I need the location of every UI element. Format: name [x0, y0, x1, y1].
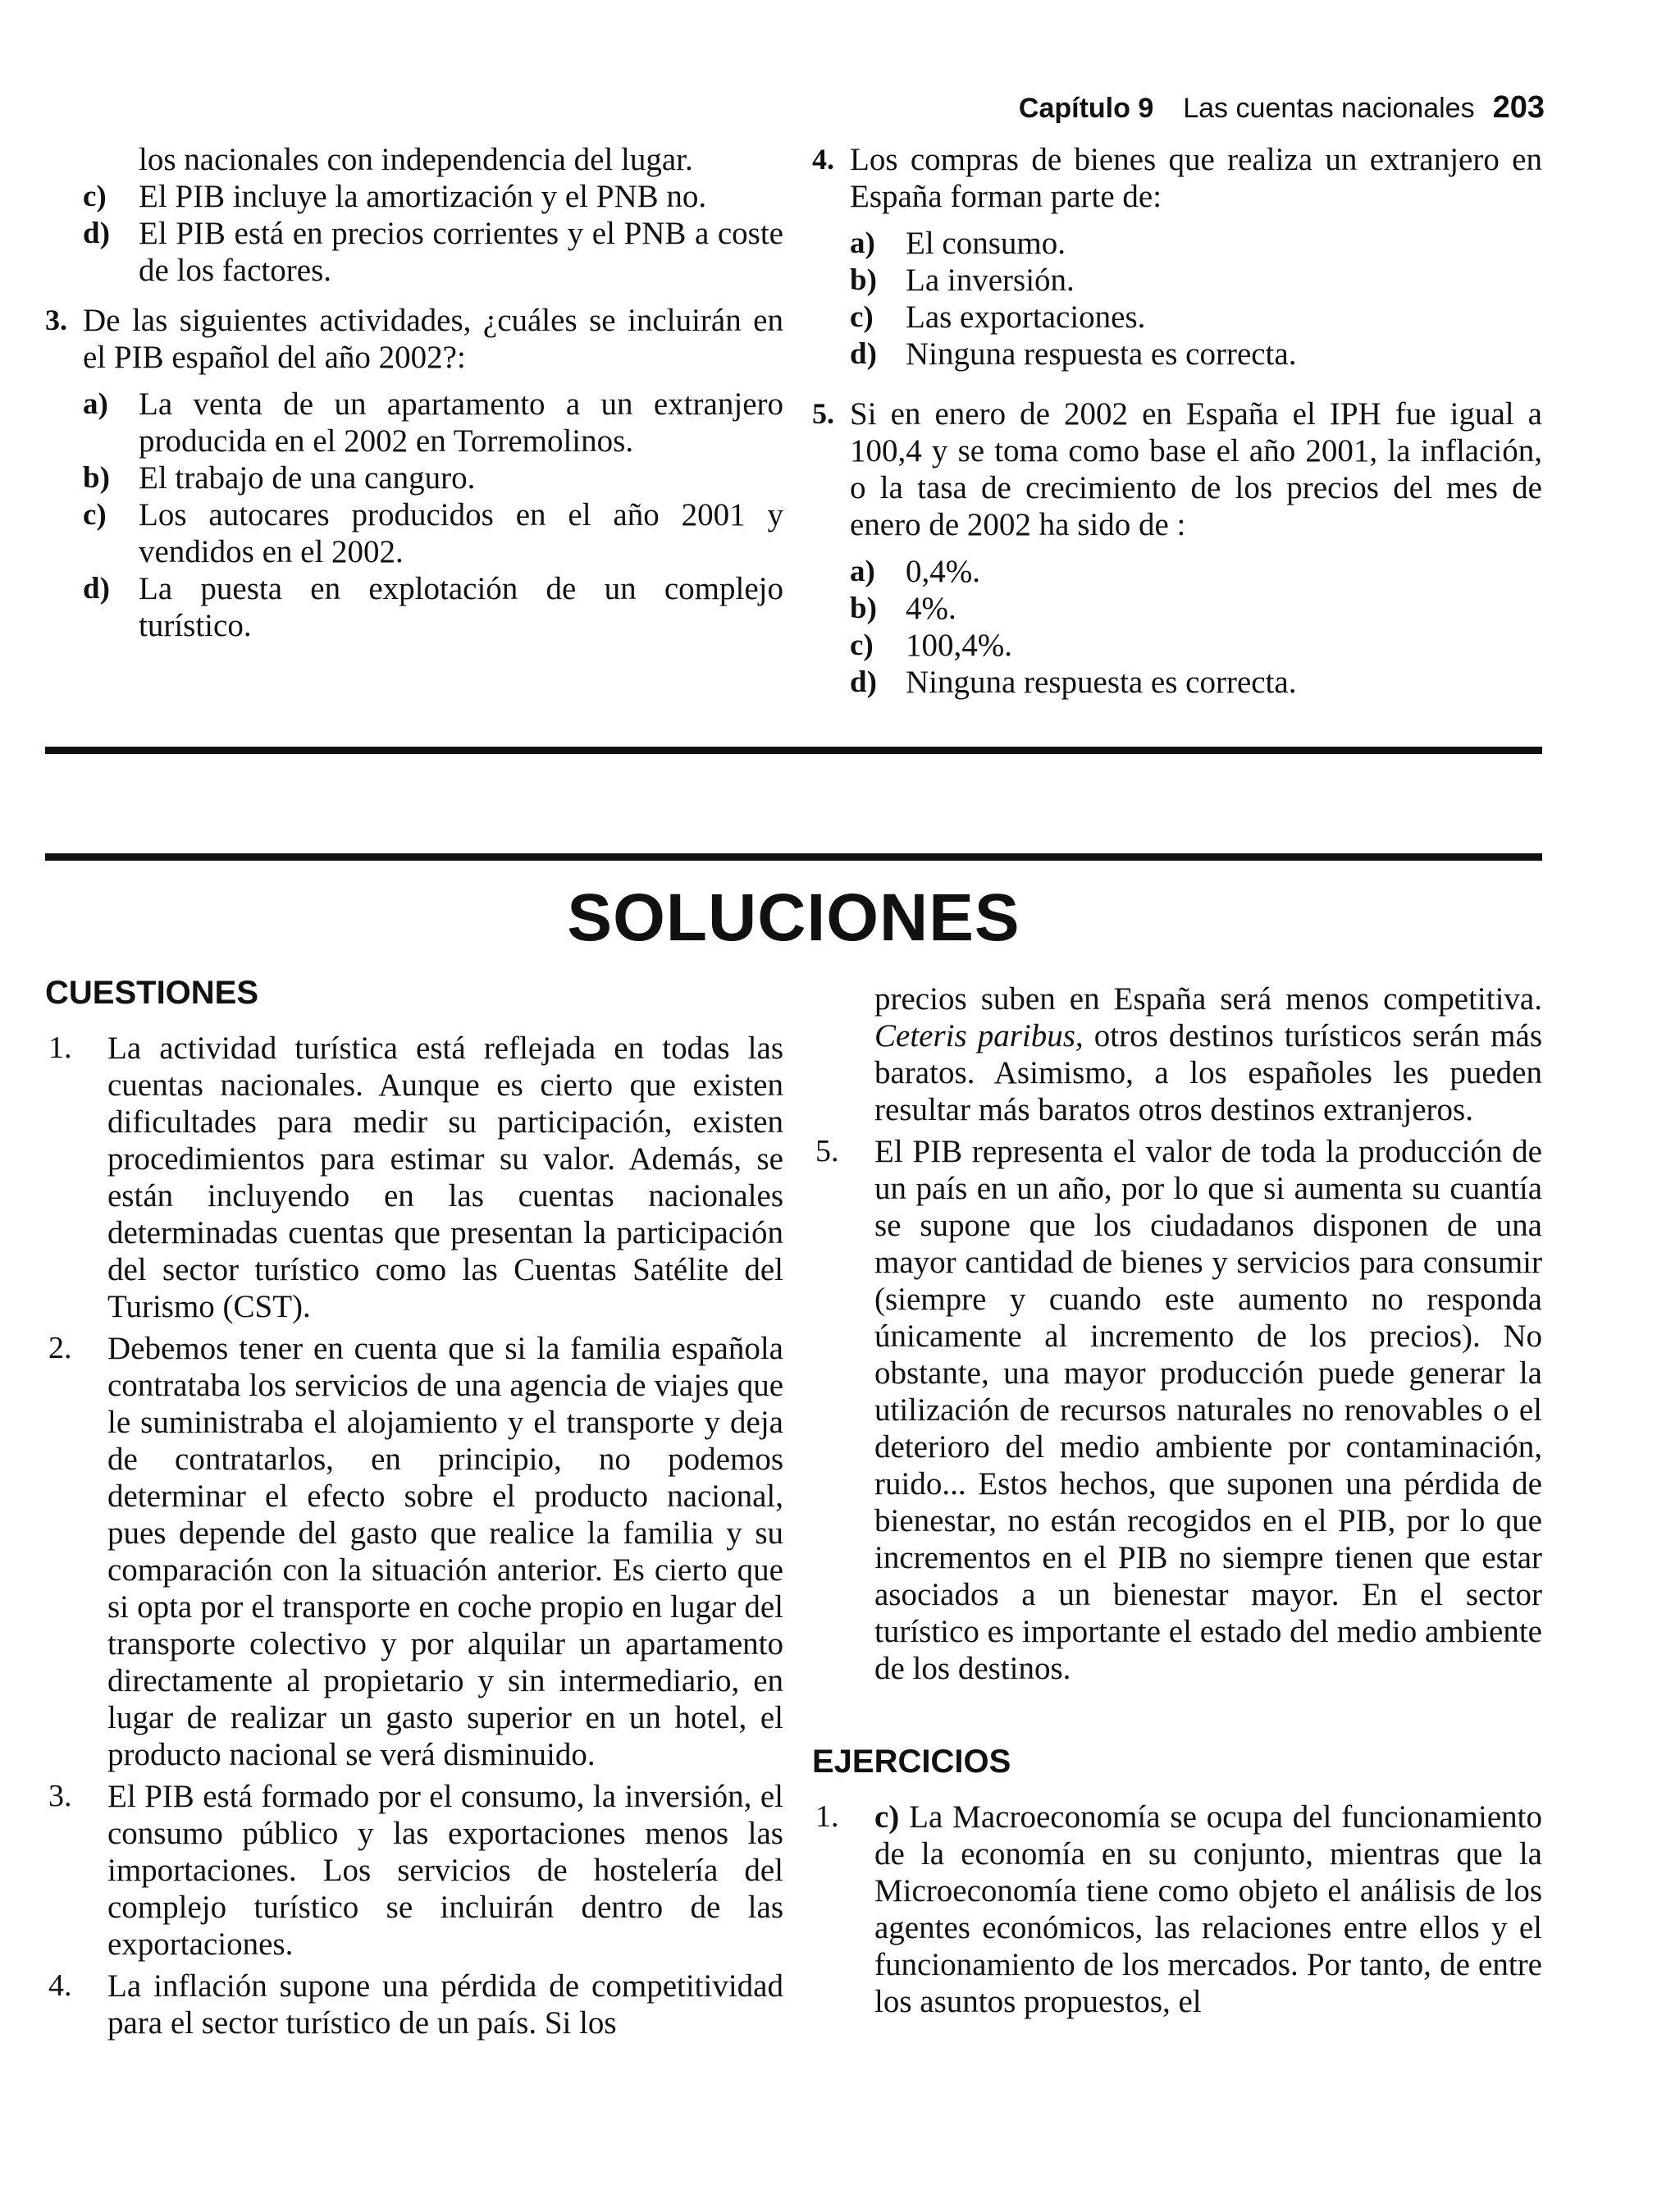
right-top-column	[812, 141, 1542, 701]
option-d	[812, 336, 1542, 373]
option-text: Las exportaciones.	[906, 299, 1146, 335]
option-letter: a)	[83, 387, 108, 421]
option-text: El PIB incluye la amortización y el PNB no.	[139, 179, 707, 214]
question-5	[812, 395, 1542, 543]
solution-number: 5.	[815, 1134, 839, 1168]
option-text: 100,4%.	[906, 628, 1012, 663]
page-number: 203	[1492, 90, 1545, 125]
option-d	[45, 570, 783, 644]
continuation-part-b: otros destinos turísticos serán más baratos. Asimismo, a los españoles les pueden resultar más baratos otros destinos extranjeros.	[874, 1018, 1543, 1127]
continuation-part-a: precios suben en España será menos competitiva.	[874, 981, 1542, 1017]
ceteris-paribus: Ceteris paribus,	[874, 1018, 1084, 1054]
question-text: Si en enero de 2002 en España el IPH fue igual a 100,4 y se toma como base el año 2001, la inflación, o la tasa de crecimiento de los precios del mes de enero de 2002 ha sido de :	[850, 396, 1542, 542]
ejercicios-heading: EJERCICIOS	[812, 1744, 1011, 1780]
option-letter: c)	[83, 498, 107, 532]
divider-rule	[45, 747, 1542, 754]
right-bottom-column	[812, 980, 1542, 2025]
option-text: 4%.	[906, 591, 956, 626]
question-number: 5.	[812, 397, 834, 430]
chapter-label: Capítulo 9	[1018, 93, 1154, 124]
section-label: Las cuentas nacionales	[1183, 93, 1475, 124]
exercise-item	[812, 1799, 1542, 2020]
question-4	[812, 141, 1542, 215]
option-letter: b)	[850, 592, 877, 625]
option-b	[812, 590, 1542, 627]
option-a	[812, 553, 1542, 590]
solution-item	[45, 1968, 783, 2041]
solution-text	[874, 980, 1542, 1128]
question-4-options	[812, 225, 1542, 373]
solution-text: Debemos tener en cuenta que si la familia española contrataba los servicios de una agencia de viajes que le suministraba el alojamiento y el transporte y deja de contratarlos, en principio, no podemos determinar el efecto sobre el producto nacional, pues depende del gasto que realice la familia y su comparación con la situación anterior. Es cierto que si opta por el transporte en coche propio en lugar del transporte colectivo y por alquilar un apartamento directamente al propietario y sin intermediario, en lugar de realizar un gasto superior en un hotel, el producto nacional se verá disminuido.	[107, 1331, 783, 1772]
continuation-text: los nacionales con independencia del lugar.	[139, 142, 693, 177]
option-a	[812, 225, 1542, 262]
solution-item	[812, 1133, 1542, 1687]
exercise-text	[874, 1799, 1542, 2020]
solution-text: La actividad turística está reflejada en todas las cuentas nacionales. Aunque es cierto que existen dificultades para medir su participación, existen procedimientos para estimar su valor. Además, se están incluyendo en las cuentas nacionales determinadas cuentas que presentan la participación del sector turístico como las Cuentas Satélite del Turismo (CST).	[107, 1031, 783, 1324]
option-c	[812, 299, 1542, 336]
option-letter: a)	[850, 226, 875, 260]
option-letter: c)	[83, 180, 107, 213]
solution-text: El PIB está formado por el consumo, la inversión, el consumo público y las exportaciones menos las importaciones. Los servicios de hostelería del complejo turístico se incluirán dentro de las exportaciones.	[107, 1779, 783, 1962]
exercise-number: 1.	[815, 1799, 839, 1834]
solution-number: 2.	[48, 1331, 72, 1365]
solution-text: La inflación supone una pérdida de competitividad para el sector turístico de un país. Si los	[107, 1968, 783, 2041]
option-letter: b)	[850, 263, 877, 297]
solution-number: 4.	[48, 1968, 72, 2003]
option-text: El trabajo de una canguro.	[139, 460, 476, 496]
left-top-column	[45, 141, 783, 644]
running-head	[1019, 90, 1545, 126]
option-text: La puesta en explotación de un complejo turístico.	[139, 571, 783, 643]
solutions-title: SOLUCIONES	[567, 880, 1020, 955]
solution-continuation	[812, 980, 1542, 1128]
option-letter: d)	[850, 665, 877, 699]
option-d-prev	[45, 215, 783, 289]
option-c	[45, 496, 783, 570]
question-5-options	[812, 553, 1542, 701]
option-letter: d)	[850, 337, 877, 371]
option-b	[45, 459, 783, 496]
question-text: De las siguientes actividades, ¿cuáles se incluirán en el PIB español del año 2002?:	[83, 303, 783, 375]
option-text: 0,4%.	[906, 554, 980, 589]
solution-item	[45, 1030, 783, 1325]
option-letter: d)	[83, 217, 110, 250]
option-text: La venta de un apartamento a un extranjero producida en el 2002 en Torremolinos.	[139, 386, 783, 459]
question-number: 3.	[45, 304, 67, 336]
option-text: Los autocares producidos en el año 2001 y vendidos en el 2002.	[139, 497, 783, 569]
question-number: 4.	[812, 143, 834, 176]
cuestiones-heading: CUESTIONES	[45, 975, 259, 1011]
option-letter: c)	[850, 628, 874, 662]
question-3-options	[45, 386, 783, 644]
solution-item	[45, 1330, 783, 1773]
option-text: Ninguna respuesta es correcta.	[906, 336, 1297, 372]
option-letter: c)	[850, 300, 874, 334]
option-c-prev	[45, 178, 783, 215]
question-3	[45, 302, 783, 376]
option-text: El consumo.	[906, 226, 1066, 261]
left-bottom-column	[45, 972, 783, 2046]
exercise-body: La Macroeconomía se ocupa del funcionamiento de la economía en su conjunto, mientras que la Microeconomía tiene como objeto el análisis de los agentes económicos, las relaciones entre ellos y el funcionamiento de los mercados. Por tanto, de entre los asuntos propuestos, el	[874, 1799, 1542, 2019]
option-c	[812, 627, 1542, 664]
solution-text: El PIB representa el valor de toda la producción de un país en un año, por lo que si aumenta su cuantía se supone que los ciudadanos disponen de una mayor cantidad de bienes y servicios para consumir (siempre y cuando este aumento no responda únicamente al incremento de los precios). No obstante, una mayor producción puede generar la utilización de recursos naturales no renovables o el deterioro del medio ambiente por contaminación, ruido... Estos hechos, que suponen una pérdida de bienestar, no están recogidos en el PIB, por lo que incrementos en el PIB no siempre tienen que estar asociados a un bienestar mayor. En el sector turístico es importante el estado del medio ambiente de los destinos.	[874, 1134, 1542, 1686]
option-b	[812, 262, 1542, 299]
option-letter: b)	[83, 461, 110, 495]
continuation-line	[45, 141, 783, 178]
solution-item	[45, 1778, 783, 1963]
option-letter: d)	[83, 572, 110, 606]
option-text: Ninguna respuesta es correcta.	[906, 665, 1297, 700]
option-text: El PIB está en precios corrientes y el PNB a coste de los factores.	[139, 216, 783, 288]
option-a	[45, 386, 783, 459]
option-d	[812, 664, 1542, 701]
option-letter: a)	[850, 555, 875, 588]
exercise-letter: c)	[874, 1799, 900, 1835]
divider-rule	[45, 853, 1542, 861]
solution-number: 3.	[48, 1779, 72, 1813]
option-text: La inversión.	[906, 263, 1075, 298]
solution-number: 1.	[48, 1031, 72, 1065]
question-text: Los compras de bienes que realiza un extranjero en España forman parte de:	[850, 142, 1542, 214]
